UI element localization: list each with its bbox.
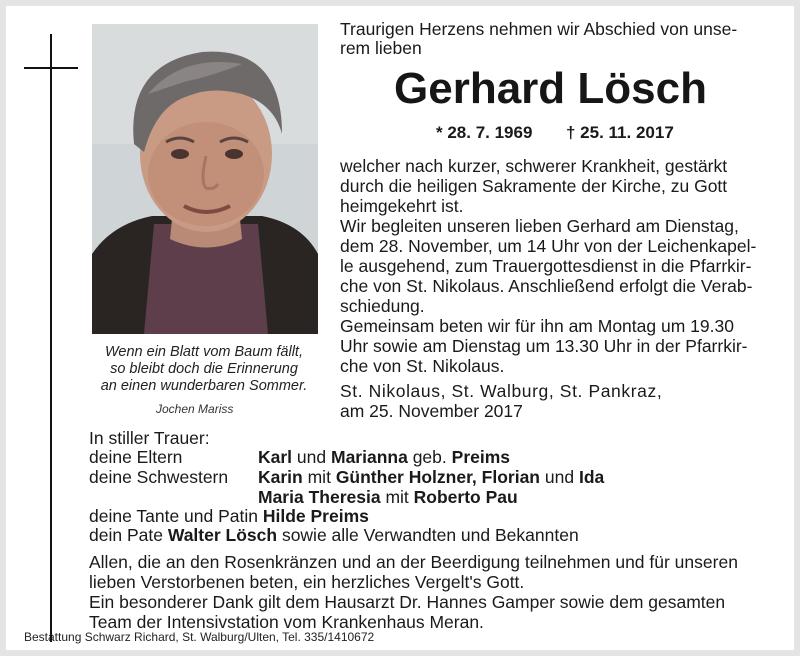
body-line: durch die heiligen Sakramente der Kirche, zu Gott [340, 176, 728, 196]
connector: mit [385, 487, 409, 507]
aunt-name: Hilde Preims [262, 506, 369, 526]
aunt-line [89, 506, 369, 527]
body-line: che von St. Nikolaus. [340, 356, 505, 376]
connector: und [296, 447, 327, 467]
body-line: che von St. Nikolaus. Anschließend erfolgt die Verab- [340, 276, 753, 296]
intro-line-1: Traurigen Herzens nehmen wir Abschied von unse- [340, 19, 738, 39]
parent-name: Marianna [331, 447, 408, 467]
body-line: Wir begleiten unseren lieben Gerhard am Dienstag, [340, 216, 739, 236]
body-line: heimgekehrt ist. [340, 196, 464, 216]
quote-line-1: Wenn ein Blatt vom Baum fällt, [105, 344, 303, 360]
aunt-label: deine Tante und Patin [89, 506, 258, 526]
godfather-label: dein Pate [89, 525, 163, 545]
quote-author: Jochen Mariss [156, 402, 234, 416]
sibling-family: Günther Holzner, Florian [335, 467, 540, 487]
body-line: le ausgehend, zum Trauergottesdienst in die Pfarrkir- [340, 256, 752, 276]
parent-name: Karl [258, 447, 293, 467]
thanks-line: lieben Verstorbenen beten, ein herzliches Vergelt's Gott. [89, 572, 525, 592]
quote-line-3: an einen wunderbaren Sommer. [100, 378, 308, 394]
thanks-line: Ein besonderer Dank gilt dem Hausarzt Dr. Hannes Gamper sowie dem gesamten [89, 592, 726, 612]
connector: geb. [412, 447, 447, 467]
connector: mit [307, 467, 331, 487]
date-line: am 25. November 2017 [340, 401, 523, 421]
funeral-home-footer: Bestattung Schwarz Richard, St. Walburg/Ulten, Tel. 335/1410672 [24, 630, 375, 644]
sibling-family: Roberto Pau [413, 487, 518, 507]
relatives-text: sowie alle Verwandten und Bekannten [281, 525, 579, 545]
godfather-line [89, 525, 579, 546]
thanks-line: Allen, die an den Rosenkränzen und an der Beerdigung teilnehmen und für unseren [89, 552, 738, 572]
sibling-name: Karin [258, 467, 303, 487]
siblings-label: deine Schwestern [89, 467, 229, 487]
portrait-photo [92, 24, 318, 334]
cross-horizontal-bar [24, 67, 78, 69]
parents-label: deine Eltern [89, 447, 183, 467]
place-line: St. Nikolaus, St. Walburg, St. Pankraz, [340, 381, 663, 401]
cross-vertical-bar [50, 34, 52, 642]
deceased-name: Gerhard Lösch [394, 64, 707, 113]
siblings-line-2 [258, 487, 518, 508]
intro-line-2: rem lieben [340, 38, 422, 58]
sibling-name: Maria Theresia [258, 487, 381, 507]
birth-date: * 28. 7. 1969 [436, 123, 533, 142]
obituary-notice [6, 6, 794, 650]
godfather-name: Walter Lösch [167, 525, 278, 545]
body-line: Uhr sowie am Dienstag um 13.30 Uhr in der Pfarrkir- [340, 336, 748, 356]
body-line: dem 28. November, um 14 Uhr von der Leichenkapel- [340, 236, 757, 256]
parents-names [258, 447, 510, 468]
body-line: Gemeinsam beten wir für ihn am Montag um 19.30 [340, 316, 734, 336]
mourners-heading: In stiller Trauer: [89, 428, 210, 448]
death-date: † 25. 11. 2017 [566, 123, 674, 142]
thanks-line: Team der Intensivstation vom Krankenhaus Meran. [89, 612, 484, 632]
siblings-line-1 [258, 467, 604, 488]
connector: und [544, 467, 575, 487]
body-line: schiedung. [340, 296, 425, 316]
body-line: welcher nach kurzer, schwerer Krankheit, gestärkt [340, 156, 728, 176]
maiden-name: Preims [451, 447, 511, 467]
sibling-family: Ida [578, 467, 605, 487]
quote-line-2: so bleibt doch die Erinnerung [110, 361, 298, 377]
